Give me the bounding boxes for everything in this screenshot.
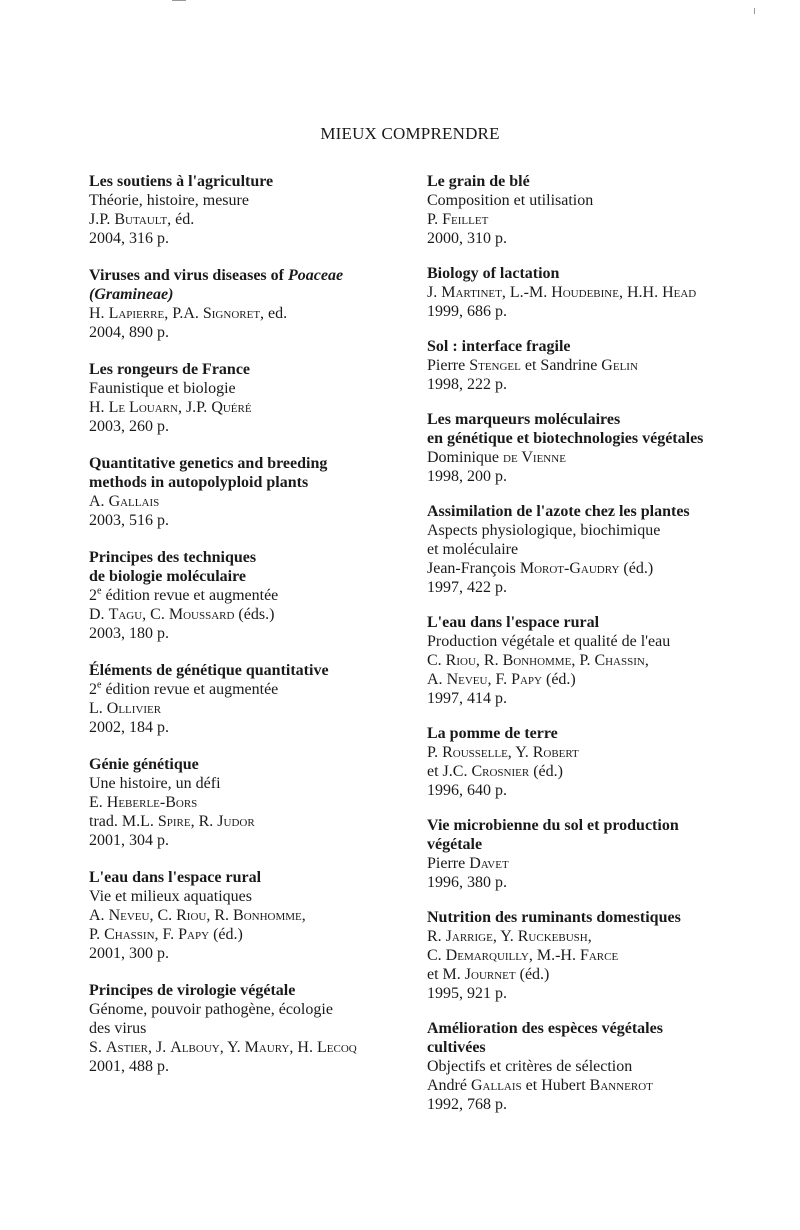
book-authors-line3: et M. Journet (éd.) — [427, 966, 550, 983]
book-publication: 2003, 516 p. — [89, 512, 169, 529]
book-entry — [427, 816, 747, 892]
book-entry — [89, 360, 419, 436]
book-subtitle-line2: et moléculaire — [427, 541, 519, 558]
book-publication: 2004, 890 p. — [89, 324, 169, 341]
book-title-line2: végétale — [427, 836, 483, 853]
book-publication: 1999, 686 p. — [427, 303, 507, 320]
book-entry — [89, 661, 419, 737]
scan-mark-top — [172, 0, 186, 1]
book-title-line2: de biologie moléculaire — [89, 568, 247, 585]
book-publication: 1995, 921 p. — [427, 985, 507, 1002]
book-publication: 1996, 380 p. — [427, 874, 507, 891]
book-subtitle: Une histoire, un défi — [89, 775, 221, 792]
book-title: Vie microbienne du sol et production — [427, 817, 679, 834]
book-subtitle: Composition et utilisation — [427, 192, 594, 209]
book-subtitle: Objectifs et critères de sélection — [427, 1058, 633, 1075]
book-authors: D. Tagu, C. Moussard (éds.) — [89, 606, 275, 623]
book-title-line2: cultivées — [427, 1039, 486, 1056]
book-title-line2: en génétique et biotechnologies végétales — [427, 430, 704, 447]
book-authors: H. Lapierre, P.A. Signoret, ed. — [89, 305, 288, 322]
book-entry — [89, 172, 419, 248]
book-entry — [427, 908, 747, 1003]
book-authors-line2: et J.C. Crosnier (éd.) — [427, 763, 563, 780]
book-publication: 1998, 200 p. — [427, 468, 507, 485]
book-title: Éléments de génétique quantitative — [89, 662, 329, 679]
book-publication: 2001, 300 p. — [89, 945, 169, 962]
book-translators: trad. M.L. Spire, R. Judor — [89, 813, 255, 830]
book-authors: Pierre Davet — [427, 855, 509, 872]
book-publication: 2001, 488 p. — [89, 1058, 169, 1075]
left-column — [89, 172, 419, 1094]
book-entry — [427, 264, 747, 321]
book-entry — [427, 1019, 747, 1114]
book-publication: 2000, 310 p. — [427, 230, 507, 247]
book-entry — [89, 266, 419, 342]
book-authors: H. Le Louarn, J.P. Quéré — [89, 399, 252, 416]
book-publication: 2003, 180 p. — [89, 625, 169, 642]
book-publication: 1996, 640 p. — [427, 782, 507, 799]
book-entry — [427, 410, 747, 486]
book-title: Sol : interface fragile — [427, 338, 571, 355]
book-authors: L. Ollivier — [89, 700, 162, 717]
book-title: Génie génétique — [89, 756, 199, 773]
book-title: Quantitative genetics and breeding — [89, 455, 328, 472]
book-title: La pomme de terre — [427, 725, 558, 742]
book-title: Biology of lactation — [427, 265, 560, 282]
page-title: MIEUX COMPRENDRE — [320, 124, 500, 143]
book-title: Nutrition des ruminants domestiques — [427, 909, 681, 926]
book-title-line2: (Gramineae) — [89, 286, 174, 303]
scan-mark-right — [754, 8, 755, 14]
book-entry — [427, 724, 747, 800]
book-authors: J. Martinet, L.-M. Houdebine, H.H. Head — [427, 284, 697, 301]
book-publication: 1997, 422 p. — [427, 579, 507, 596]
book-publication: 2004, 316 p. — [89, 230, 169, 247]
book-subtitle: Génome, pouvoir pathogène, écologie — [89, 1001, 333, 1018]
right-column — [427, 172, 747, 1130]
book-authors: P. Rousselle, Y. Robert — [427, 744, 579, 761]
book-entry — [89, 548, 419, 643]
book-authors-line2: A. Neveu, F. Papy (éd.) — [427, 671, 576, 688]
book-title: Principes des techniques — [89, 549, 257, 566]
book-edition: 2e édition revue et augmentée — [89, 585, 279, 604]
book-title: Assimilation de l'azote chez les plantes — [427, 503, 690, 520]
book-authors: Dominique de Vienne — [427, 449, 566, 466]
book-entry — [89, 454, 419, 530]
book-authors: A. Neveu, C. Riou, R. Bonhomme, — [89, 907, 306, 924]
book-authors: R. Jarrige, Y. Ruckebush, — [427, 928, 592, 945]
book-title-line2: methods in autopolyploid plants — [89, 474, 309, 491]
book-entry — [89, 868, 419, 963]
book-publication: 2002, 184 p. — [89, 719, 169, 736]
book-authors: Pierre Stengel et Sandrine Gelin — [427, 357, 638, 374]
book-title: L'eau dans l'espace rural — [89, 869, 262, 886]
book-authors: A. Gallais — [89, 493, 160, 510]
book-subtitle: Théorie, histoire, mesure — [89, 192, 249, 209]
book-publication: 1998, 222 p. — [427, 376, 507, 393]
book-title: Les marqueurs moléculaires — [427, 411, 621, 428]
book-edition: 2e édition revue et augmentée — [89, 679, 279, 698]
book-entry — [427, 172, 747, 248]
book-authors: P. Feillet — [427, 211, 489, 228]
book-title: Les rongeurs de France — [89, 361, 251, 378]
book-entry — [89, 755, 419, 850]
book-subtitle: Production végétale et qualité de l'eau — [427, 633, 671, 650]
book-authors-line2: C. Demarquilly, M.-H. Farce — [427, 947, 619, 964]
book-title: Viruses and virus diseases of Poaceae — [89, 267, 344, 284]
book-publication: 2001, 304 p. — [89, 832, 169, 849]
book-publication: 1997, 414 p. — [427, 690, 507, 707]
book-title: Amélioration des espèces végétales — [427, 1020, 663, 1037]
book-publication: 2003, 260 p. — [89, 418, 169, 435]
book-authors: S. Astier, J. Albouy, Y. Maury, H. Lecoq — [89, 1039, 357, 1056]
book-title: Principes de virologie végétale — [89, 982, 296, 999]
book-title: L'eau dans l'espace rural — [427, 614, 600, 631]
book-authors: C. Riou, R. Bonhomme, P. Chassin, — [427, 652, 649, 669]
book-authors: J.P. Butault, éd. — [89, 211, 195, 228]
book-publication: 1992, 768 p. — [427, 1096, 507, 1113]
book-entry — [427, 613, 747, 708]
book-entry — [427, 502, 747, 597]
book-subtitle: Faunistique et biologie — [89, 380, 236, 397]
book-authors-line2: P. Chassin, F. Papy (éd.) — [89, 926, 243, 943]
book-entry — [89, 981, 419, 1076]
book-title: Le grain de blé — [427, 173, 530, 190]
book-subtitle: Vie et milieux aquatiques — [89, 888, 252, 905]
book-authors: Jean-François Morot-Gaudry (éd.) — [427, 560, 654, 577]
book-entry — [427, 337, 747, 394]
book-subtitle-line2: des virus — [89, 1020, 147, 1037]
book-title: Les soutiens à l'agriculture — [89, 173, 274, 190]
book-subtitle: Aspects physiologique, biochimique — [427, 522, 661, 539]
book-authors: E. Heberle-Bors — [89, 794, 198, 811]
book-authors: André Gallais et Hubert Bannerot — [427, 1077, 653, 1094]
